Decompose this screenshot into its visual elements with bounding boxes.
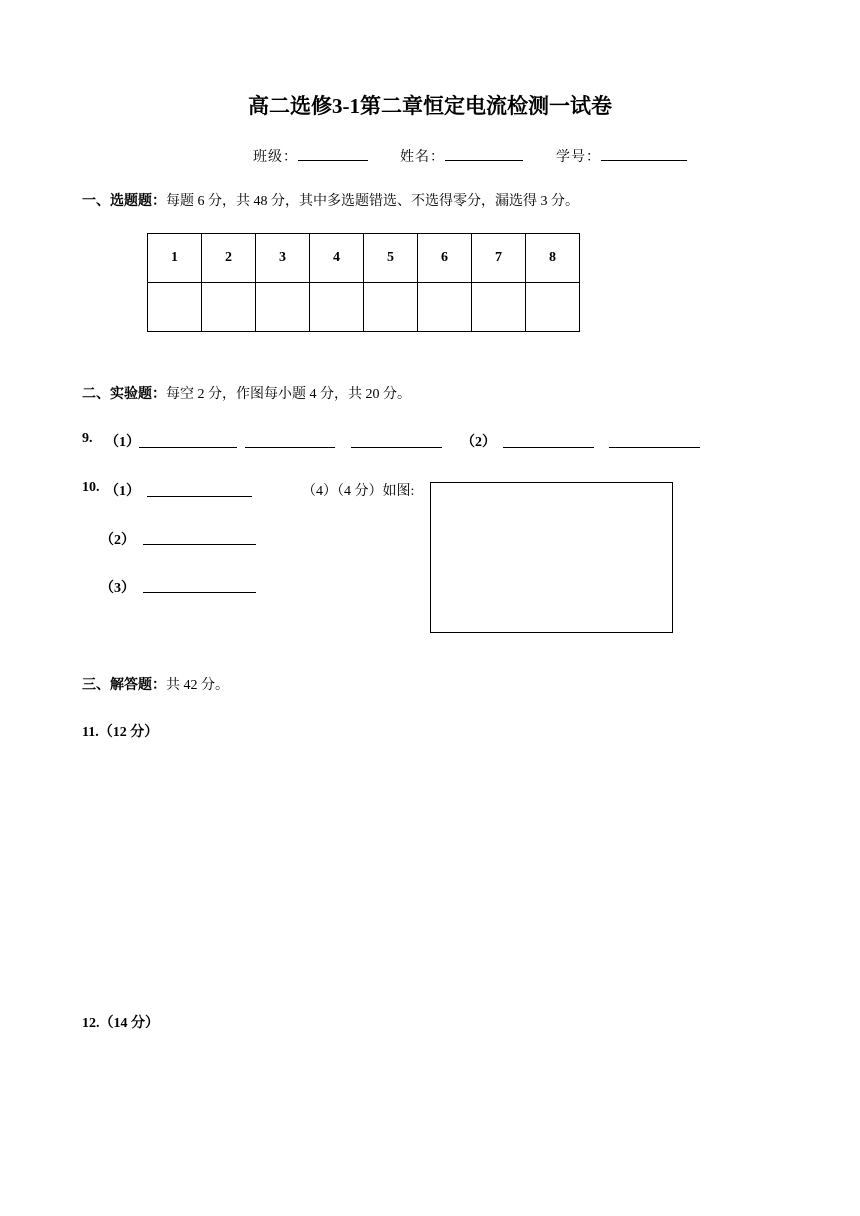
page-title: 高二选修3-1第二章恒定电流检测一试卷 xyxy=(248,94,612,118)
q10-part2-label: （2） xyxy=(100,533,135,548)
q10-blank-1[interactable] xyxy=(147,495,252,497)
answer-cell[interactable] xyxy=(310,283,364,332)
section2-desc: 每空 2 分，作图每小题 4 分，共 20 分。 xyxy=(166,387,411,402)
q10-number: 10. xyxy=(82,480,100,495)
student-id-field xyxy=(556,146,687,166)
q10-part1-label: （1） xyxy=(105,484,140,499)
name-label: 姓名： xyxy=(400,150,445,165)
col-header: 1 xyxy=(148,234,202,283)
q10-part3-label: （3） xyxy=(100,581,135,596)
answer-cell[interactable] xyxy=(364,283,418,332)
section3-line xyxy=(82,674,229,694)
q12-answer-area[interactable] xyxy=(82,1036,782,1196)
col-header: 6 xyxy=(418,234,472,283)
q9-number: 9. xyxy=(82,431,93,446)
class-blank[interactable] xyxy=(298,159,368,161)
answer-grid-row xyxy=(148,283,580,332)
q9-part1-label: （1） xyxy=(105,435,140,450)
answer-cell[interactable] xyxy=(418,283,472,332)
id-blank[interactable] xyxy=(601,159,687,161)
section1-heading: 一、选题题： xyxy=(82,194,166,209)
col-header: 5 xyxy=(364,234,418,283)
q11-answer-area[interactable] xyxy=(82,745,782,995)
q9-part2-label: （2） xyxy=(461,435,496,450)
section2-heading: 二、实验题： xyxy=(82,387,166,402)
section3-heading: 三、解答题： xyxy=(82,678,166,693)
section1-line xyxy=(82,190,579,210)
class-label: 班级： xyxy=(253,150,298,165)
q12-label: 12.（14 分） xyxy=(82,1016,159,1031)
col-header: 4 xyxy=(310,234,364,283)
col-header: 3 xyxy=(256,234,310,283)
q9-blank-2[interactable] xyxy=(245,446,335,448)
section2-line xyxy=(82,383,411,403)
q9-blank-5[interactable] xyxy=(609,446,700,448)
q9-blank-3[interactable] xyxy=(351,446,442,448)
id-label: 学号： xyxy=(556,150,601,165)
col-header: 8 xyxy=(526,234,580,283)
q9-blank-1[interactable] xyxy=(139,446,237,448)
answer-cell[interactable] xyxy=(526,283,580,332)
answer-cell[interactable] xyxy=(256,283,310,332)
q10-blank-2[interactable] xyxy=(143,543,256,545)
q10-part4-label: （4）（4 分）如图: xyxy=(302,484,415,499)
answer-grid-header xyxy=(148,234,580,283)
q11-label: 11.（12 分） xyxy=(82,725,159,740)
q10-blank-3[interactable] xyxy=(143,591,256,593)
answer-cell[interactable] xyxy=(148,283,202,332)
class-field xyxy=(253,146,368,166)
answer-cell[interactable] xyxy=(202,283,256,332)
name-blank[interactable] xyxy=(445,159,523,161)
name-field xyxy=(400,146,523,166)
col-header: 7 xyxy=(472,234,526,283)
section3-desc: 共 42 分。 xyxy=(166,678,229,693)
drawing-box[interactable] xyxy=(430,482,673,633)
answer-cell[interactable] xyxy=(472,283,526,332)
answer-grid xyxy=(147,233,580,332)
q9-blank-4[interactable] xyxy=(503,446,594,448)
section1-desc: 每题 6 分，共 48 分，其中多选题错选、不选得零分，漏选得 3 分。 xyxy=(166,194,579,209)
col-header: 2 xyxy=(202,234,256,283)
